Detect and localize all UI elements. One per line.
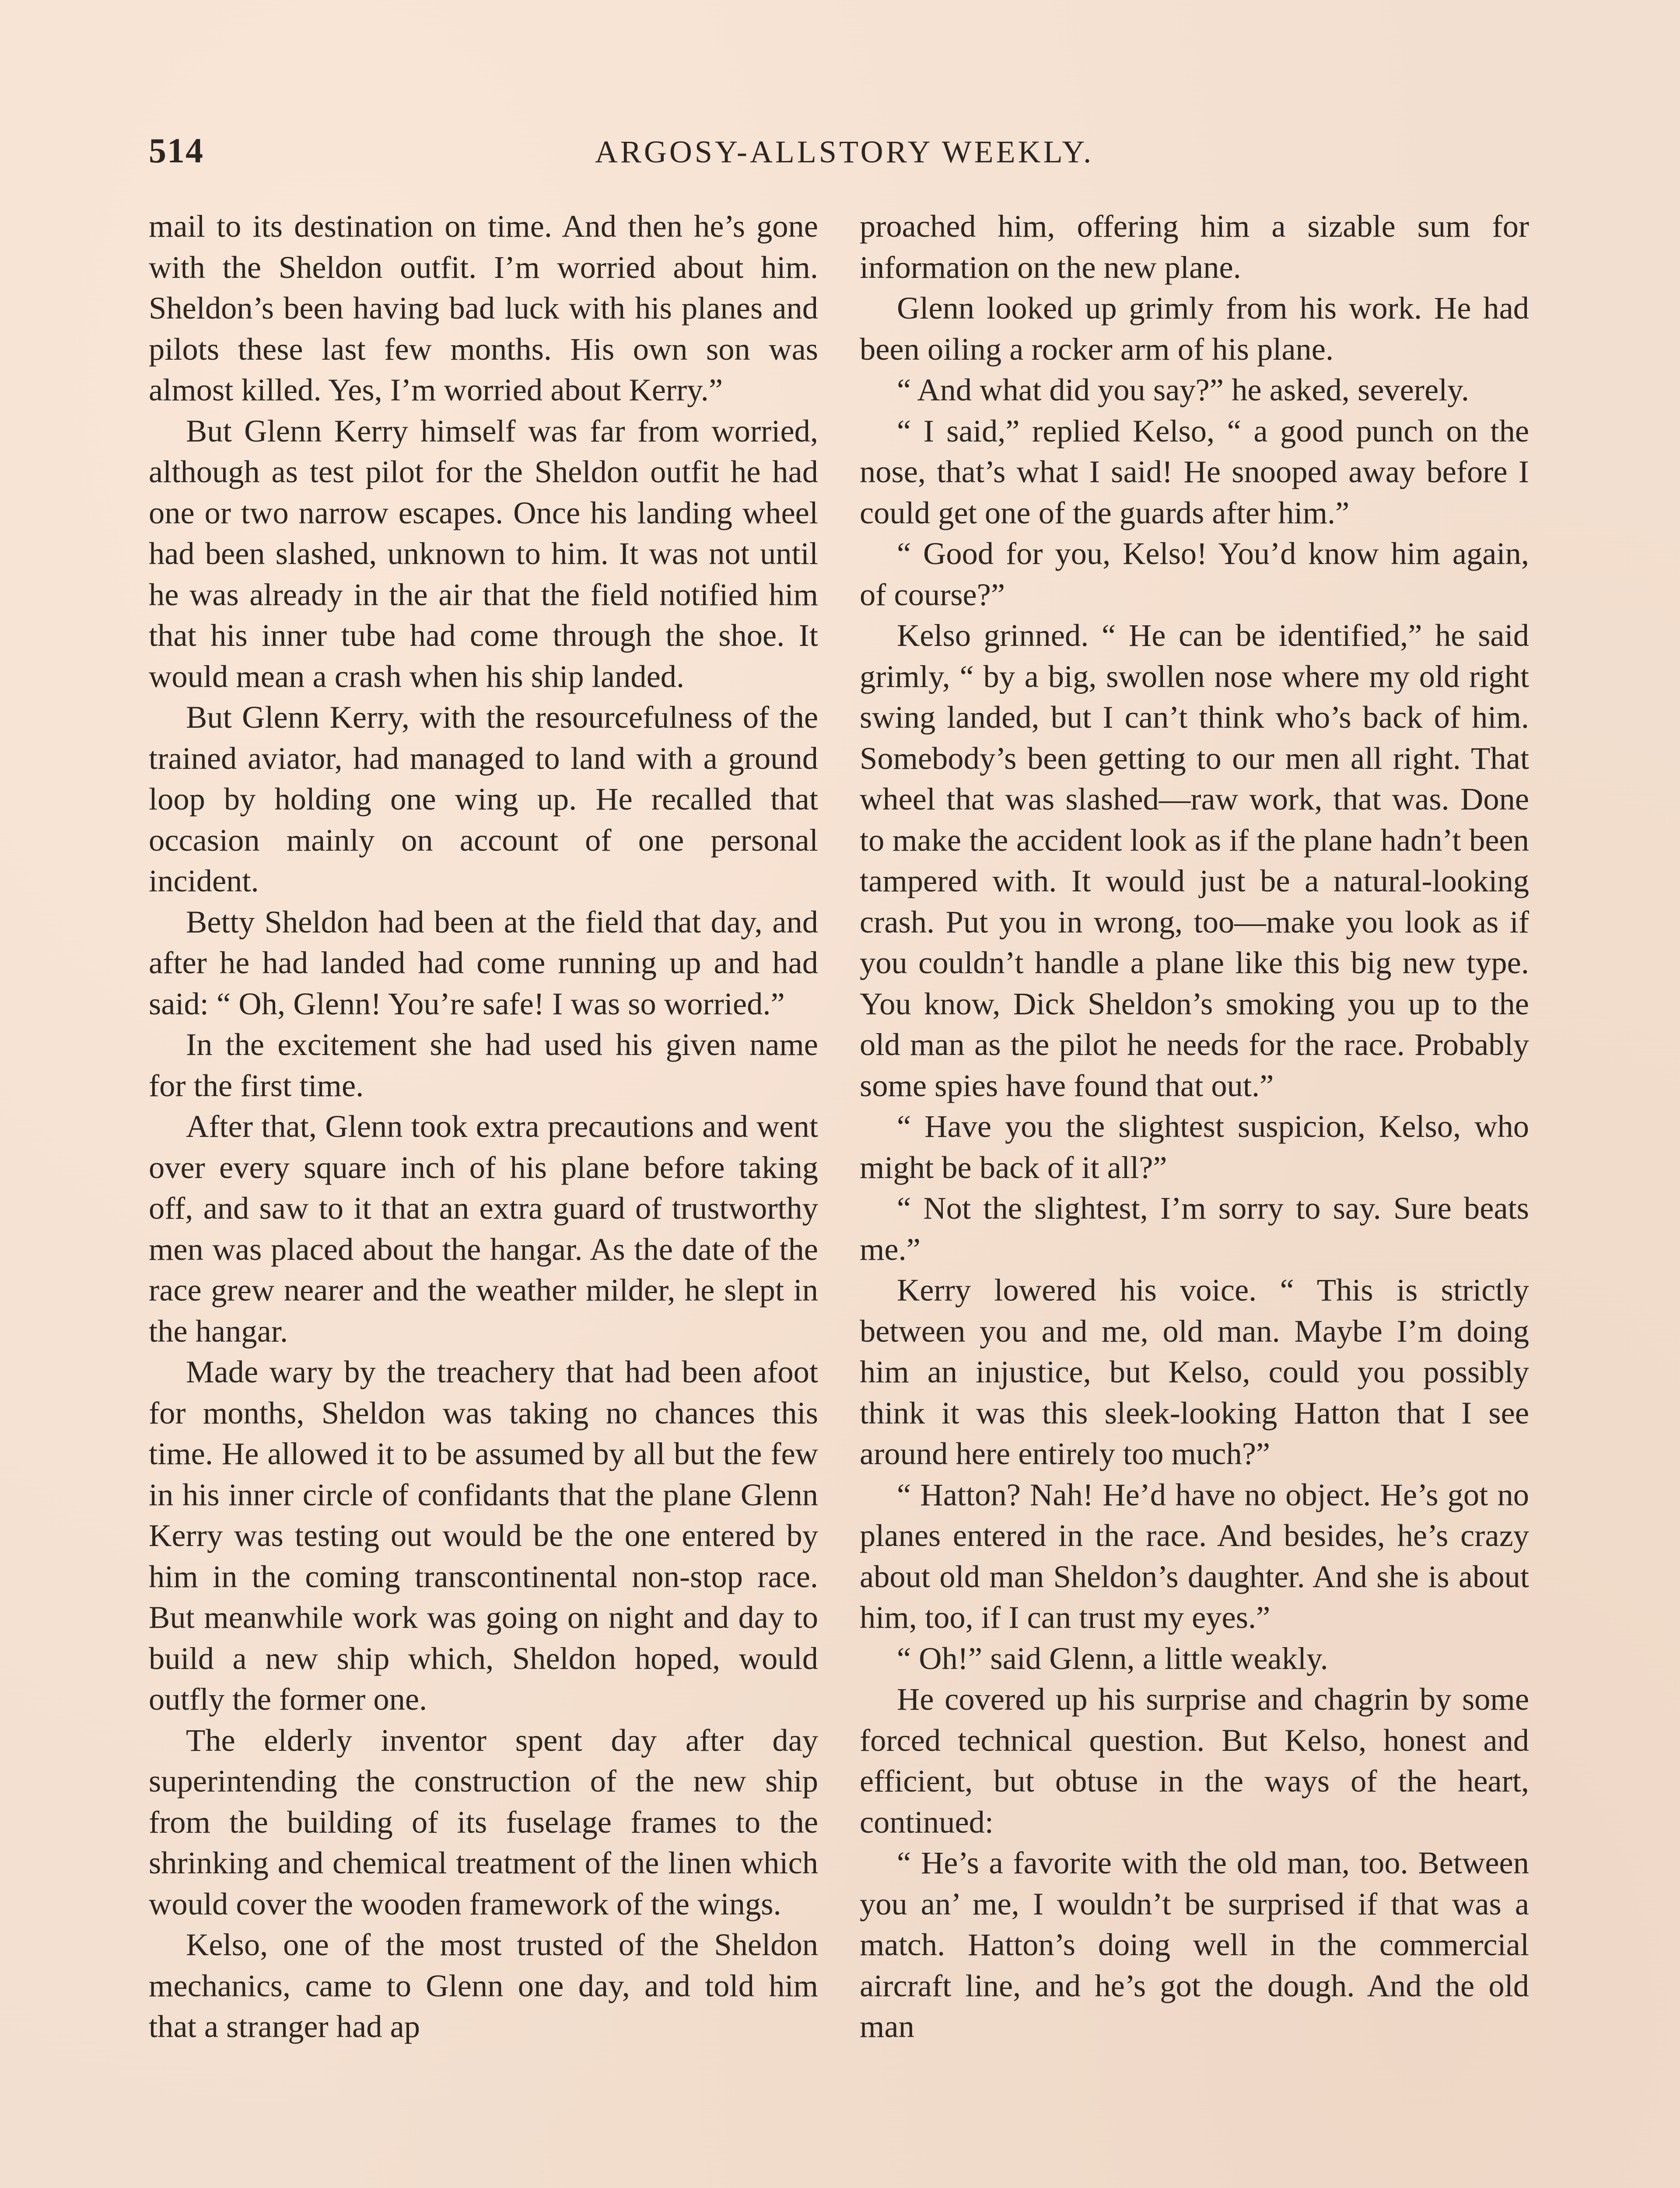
paragraph: “ Oh!” said Glenn, a little weakly. [897, 1640, 1328, 1676]
paragraph: “ And what did you say?” he asked, severely. [897, 372, 1469, 407]
paragraph: “ He’s a favorite with the old man, too. Between you an’ me, I wouldn’t be surprised if that was a match. Hatton’s doing well in the commercial aircraft line, and he’s got the dough. And the old man [860, 1845, 1529, 2044]
right-column [860, 206, 1529, 2188]
paragraph: “ Good for you, Kelso! You’d know him again, of course?” [860, 536, 1529, 612]
paragraph: He covered up his surprise and chagrin by some forced technical question. But Kelso, honest and efficient, but obtuse in the ways of the heart, continued: [860, 1681, 1529, 1840]
paragraph: “ Have you the slightest suspicion, Kelso, who might be back of it all?” [860, 1108, 1529, 1185]
paragraph: Made wary by the treachery that had been afoot for months, Sheldon was taking no chances this time. He allowed it to be assumed by all but the few in his inner circle of confidants that the plane Glenn Kerry was testing out would be the one entered by him in the coming transcontinental non-stop race. But meanwhile work was going on night and day to build a new ship which, Sheldon hoped, would outfly the former one. [149, 1354, 818, 1717]
page-number: 514 [149, 132, 204, 170]
paragraph: “ Hatton? Nah! He’d have no object. He’s got no planes entered in the race. And besides, he’s crazy about old man Sheldon’s daughter. And she is about him, too, if I can trust my eyes.” [860, 1476, 1529, 1635]
running-title: ARGOSY-ALLSTORY WEEKLY. [595, 134, 1094, 169]
paragraph: “ I said,” replied Kelso, “ a good punch on the nose, that’s what I said! He snooped away before I could get one of the guards after him.” [860, 413, 1529, 530]
paragraph: But Glenn Kerry, with the resourcefulness of the trained aviator, had managed to land with a ground loop by holding one wing up. He recalled that occasion mainly on account of one personal incident. [149, 699, 818, 898]
paragraph: “ Not the slightest, I’m sorry to say. Sure beats me.” [860, 1190, 1529, 1267]
paragraph: proached him, offering him a sizable sum for information on the new plane. [860, 208, 1529, 285]
paragraph: The elderly inventor spent day after day superintending the construction of the new ship from the building of its fuselage frames to the shrinking and chemical treatment of the linen which would cover the wooden framework of the wings. [149, 1722, 818, 1922]
paragraph: Betty Sheldon had been at the field that day, and after he had landed had come running up and had said: “ Oh, Glenn! You’re safe! I was so worried.” [149, 904, 818, 1021]
left-column [149, 206, 818, 2188]
paragraph: mail to its destination on time. And then he’s gone with the Sheldon outfit. I’m worried about him. Sheldon’s been having bad luck with his planes and pilots these last few months. His own son was almost killed. Yes, I’m worried about Kerry.” [149, 208, 818, 407]
paragraph: Glenn looked up grimly from his work. He had been oiling a rocker arm of his plane. [860, 290, 1529, 367]
paragraph: Kerry lowered his voice. “ This is strictly between you and me, old man. Maybe I’m doing him an injustice, but Kelso, could you possibly think it was this sleek-looking Hatton that I see around here entirely too much?” [860, 1272, 1529, 1471]
paragraph: But Glenn Kerry himself was far from worried, although as test pilot for the Sheldon outfit he had one or two narrow escapes. Once his landing wheel had been slashed, unknown to him. It was not until he was already in the air that the field notified him that his inner tube had come through the shoe. It would mean a crash when his ship landed. [149, 413, 818, 694]
paragraph: After that, Glenn took extra precautions and went over every square inch of his plane before taking off, and saw to it that an extra guard of trustworthy men was placed about the hangar. As the date of the race grew nearer and the weather milder, he slept in the hangar. [149, 1108, 818, 1349]
page-header [149, 131, 1540, 179]
paragraph: Kelso grinned. “ He can be identified,” he said grimly, “ by a big, swollen nose where my old right swing landed, but I can’t think who’s back of him. Somebody’s been getting to our men all right. That wheel that was slashed—raw work, that was. Done to make the accident look as if the plane hadn’t been tampered with. It would just be a natural-looking crash. Put you in wrong, too—make you look as if you couldn’t handle a plane like this big new type. You know, Dick Sheldon’s smoking you up to the old man as the pilot he needs for the race. Probably some spies have found that out.” [860, 617, 1529, 1103]
paragraph: In the excitement she had used his given name for the first time. [149, 1027, 818, 1103]
paragraph: Kelso, one of the most trusted of the Sheldon mechanics, came to Glenn one day, and told him that a stranger had ap [149, 1927, 818, 2044]
